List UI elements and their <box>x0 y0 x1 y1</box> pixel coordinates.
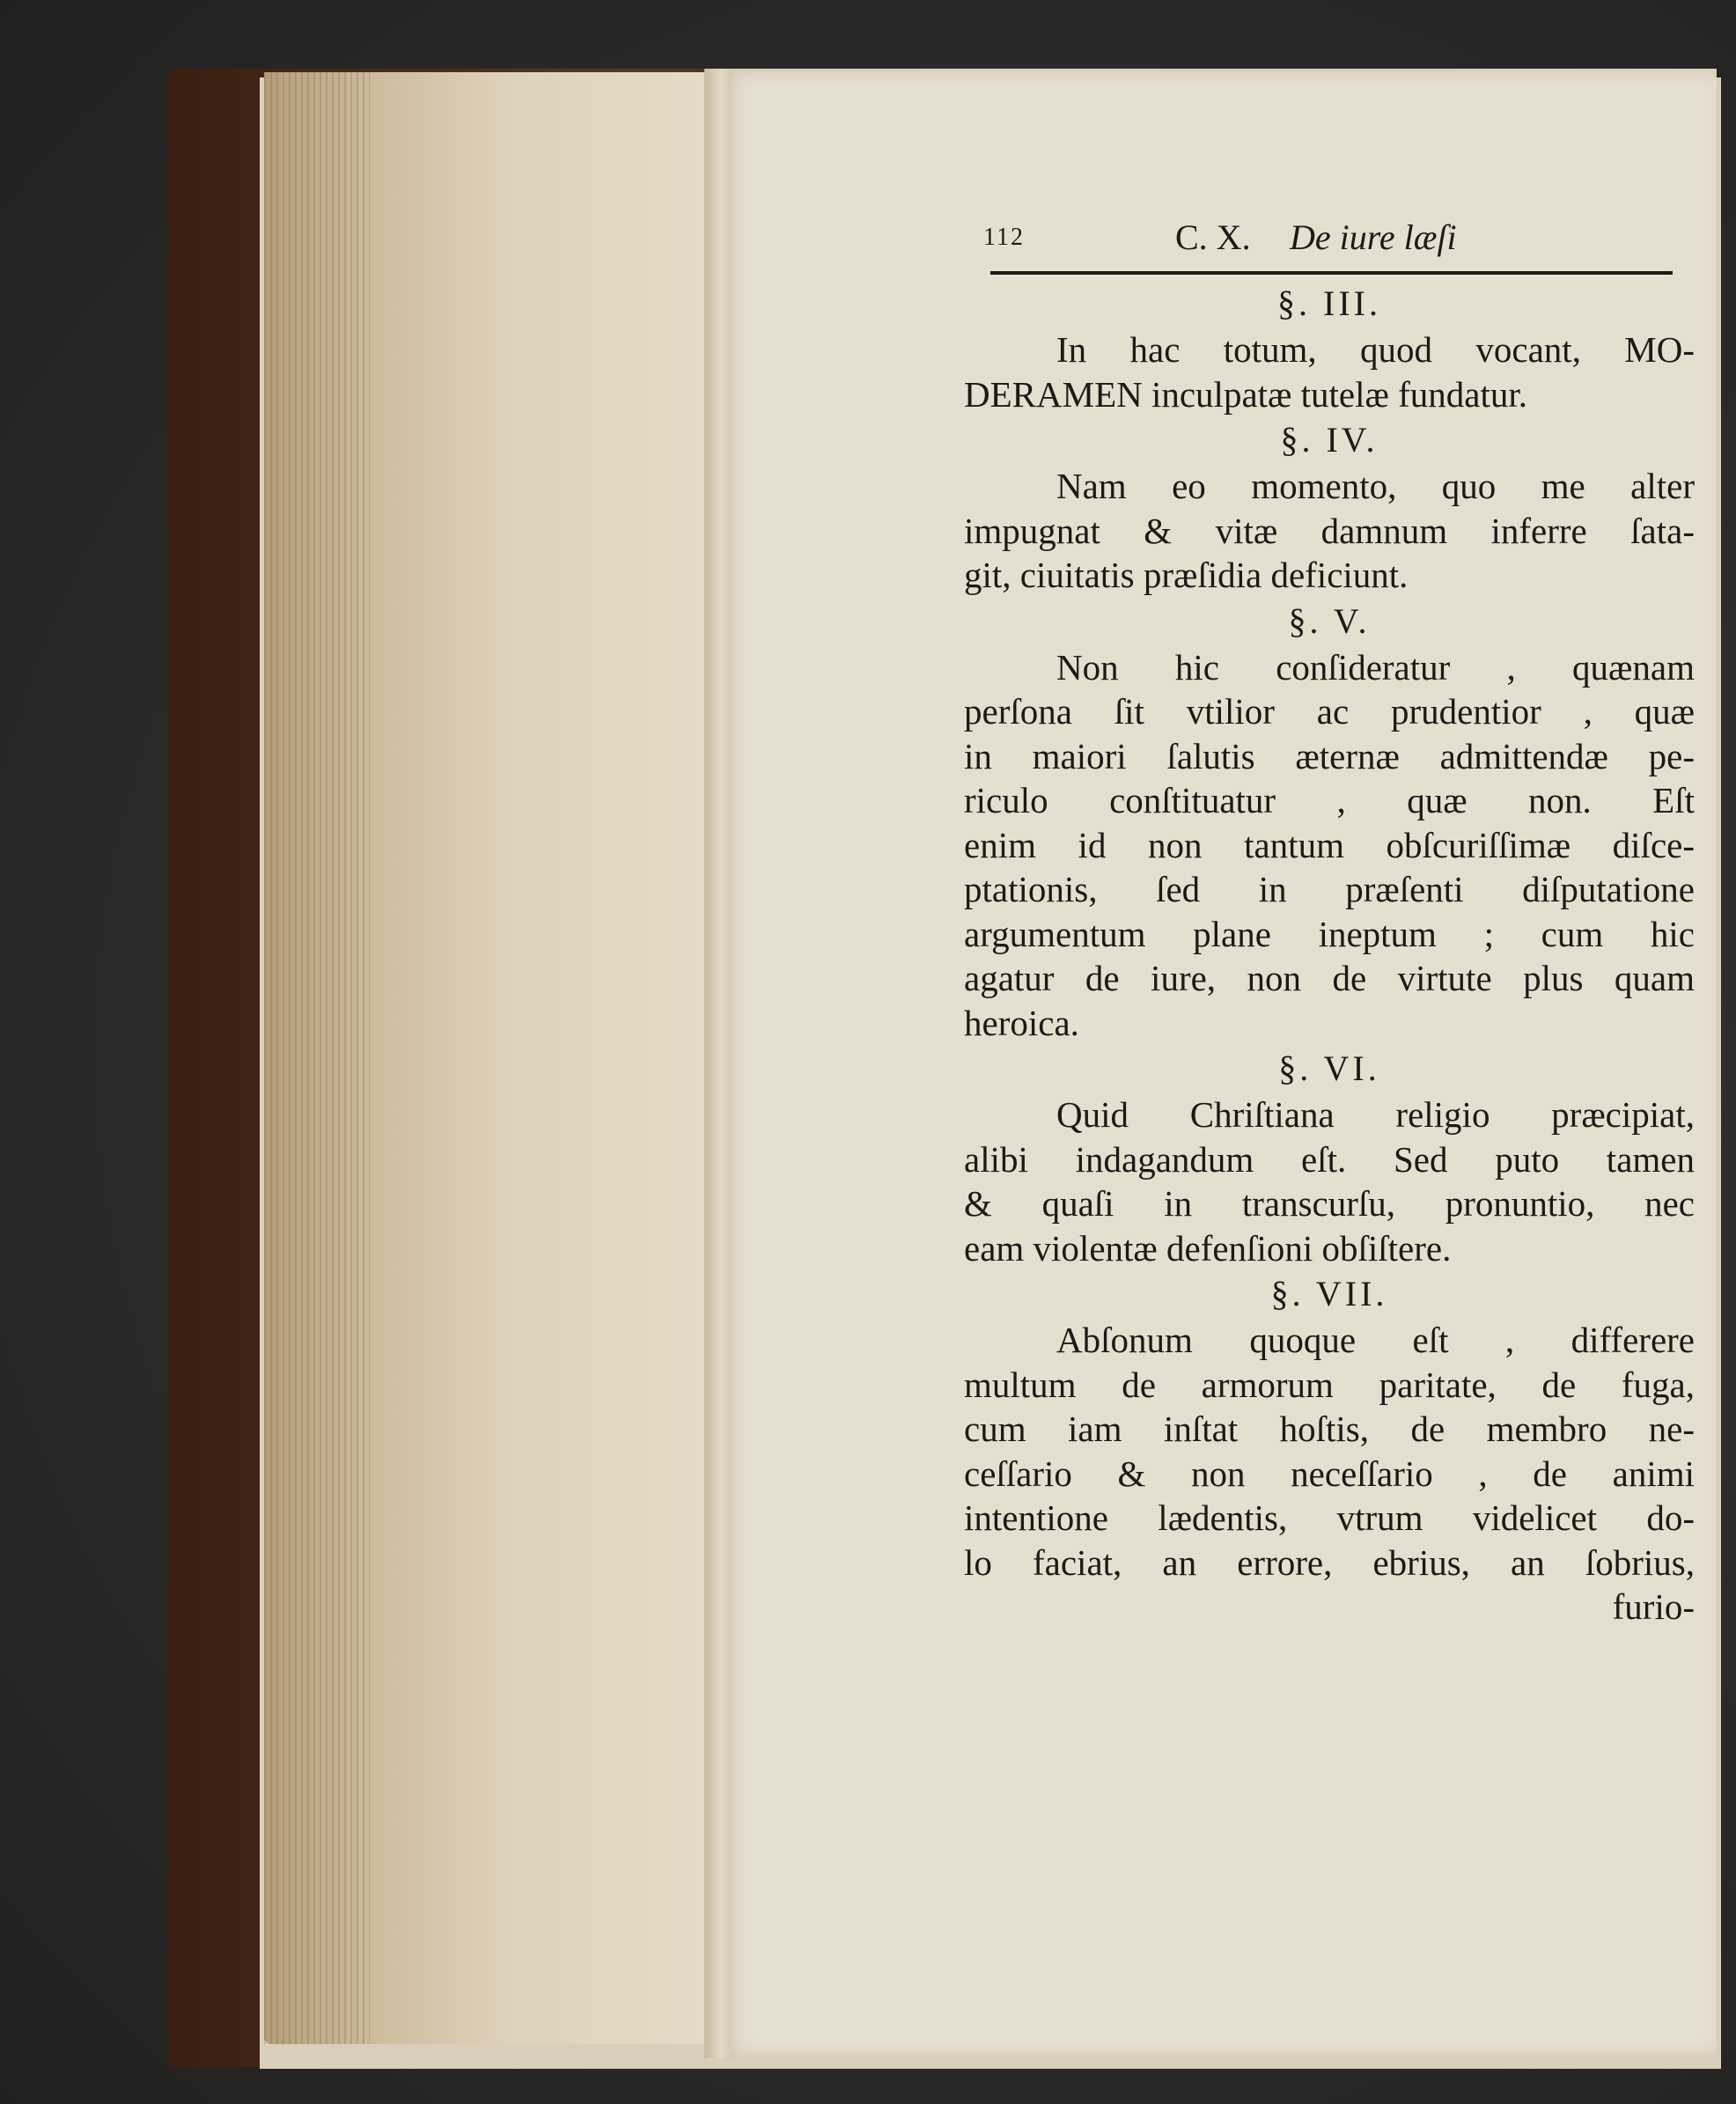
section-mark: §. IV. <box>1280 420 1379 460</box>
text-line: ptationis, ſed in præſenti diſputatione <box>964 869 1695 909</box>
section-mark: §. VI. <box>1278 1048 1380 1088</box>
book-gutter <box>704 69 731 2058</box>
text-line: impugnat & vitæ damnum inferre ſata- <box>964 510 1695 551</box>
text-line: DERAMEN inculpatæ tutelæ fundatur. <box>964 373 1527 415</box>
section-mark: §. VII. <box>1270 1274 1388 1313</box>
running-head <box>964 210 1695 266</box>
text-line: alibi indagandum eſt. Sed puto tamen <box>964 1138 1695 1180</box>
chapter-label: C. X. <box>1175 217 1251 257</box>
text-line: enim id non tantum obſcuriſſimæ diſce- <box>964 824 1695 865</box>
section-mark: §. V. <box>1288 600 1371 641</box>
text-line: Non hic conſideratur , quænam <box>1056 646 1695 688</box>
text-line: lo faciat, an errore, ebrius, an ſobrius, <box>964 1541 1695 1583</box>
text-line: eam violentæ defenſioni obſiſtere. <box>964 1227 1452 1269</box>
text-line: perſona ſit vtilior ac prudentior , quæ <box>964 691 1695 732</box>
text-line: ceſſario & non neceſſario , de animi <box>964 1453 1695 1494</box>
text-line: Quid Chriſtiana religio præcipiat, <box>1056 1094 1695 1135</box>
text-line: git, ciuitatis præſidia deficiunt. <box>964 555 1409 595</box>
text-line: In hac totum, quod vocant, MO- <box>1056 329 1695 370</box>
section-mark: §. III. <box>1277 283 1381 323</box>
text-line: Abſonum quoque eſt , differere <box>1056 1320 1695 1360</box>
text-line: heroica. <box>964 1002 1079 1043</box>
page-number: 112 <box>983 224 1025 251</box>
text-line: riculo conſtituatur , quæ non. Eſt <box>964 780 1695 820</box>
text-line: & quaſi in transcurſu, pronuntio, nec <box>964 1183 1695 1224</box>
header-rule <box>990 271 1673 275</box>
text-block <box>964 210 1695 1629</box>
catchword: furio- <box>1612 1586 1695 1627</box>
page-edges <box>264 72 370 2044</box>
text-line: argumentum plane ineptum ; cum hic <box>964 913 1695 954</box>
text-line: agatur de iure, non de virtute plus quam <box>964 958 1695 998</box>
text-line: intentione lædentis, vtrum videlicet do- <box>964 1497 1695 1538</box>
text-line: multum de armorum paritate, de fuga, <box>964 1364 1695 1405</box>
text-line: Nam eo momento, quo me alter <box>1056 466 1695 506</box>
running-title: De iure læſi <box>1290 217 1457 257</box>
text-line: cum iam inſtat hoſtis, de membro ne- <box>964 1409 1695 1449</box>
text-line: in maiori ſalutis æternæ admittendæ pe- <box>964 735 1695 776</box>
